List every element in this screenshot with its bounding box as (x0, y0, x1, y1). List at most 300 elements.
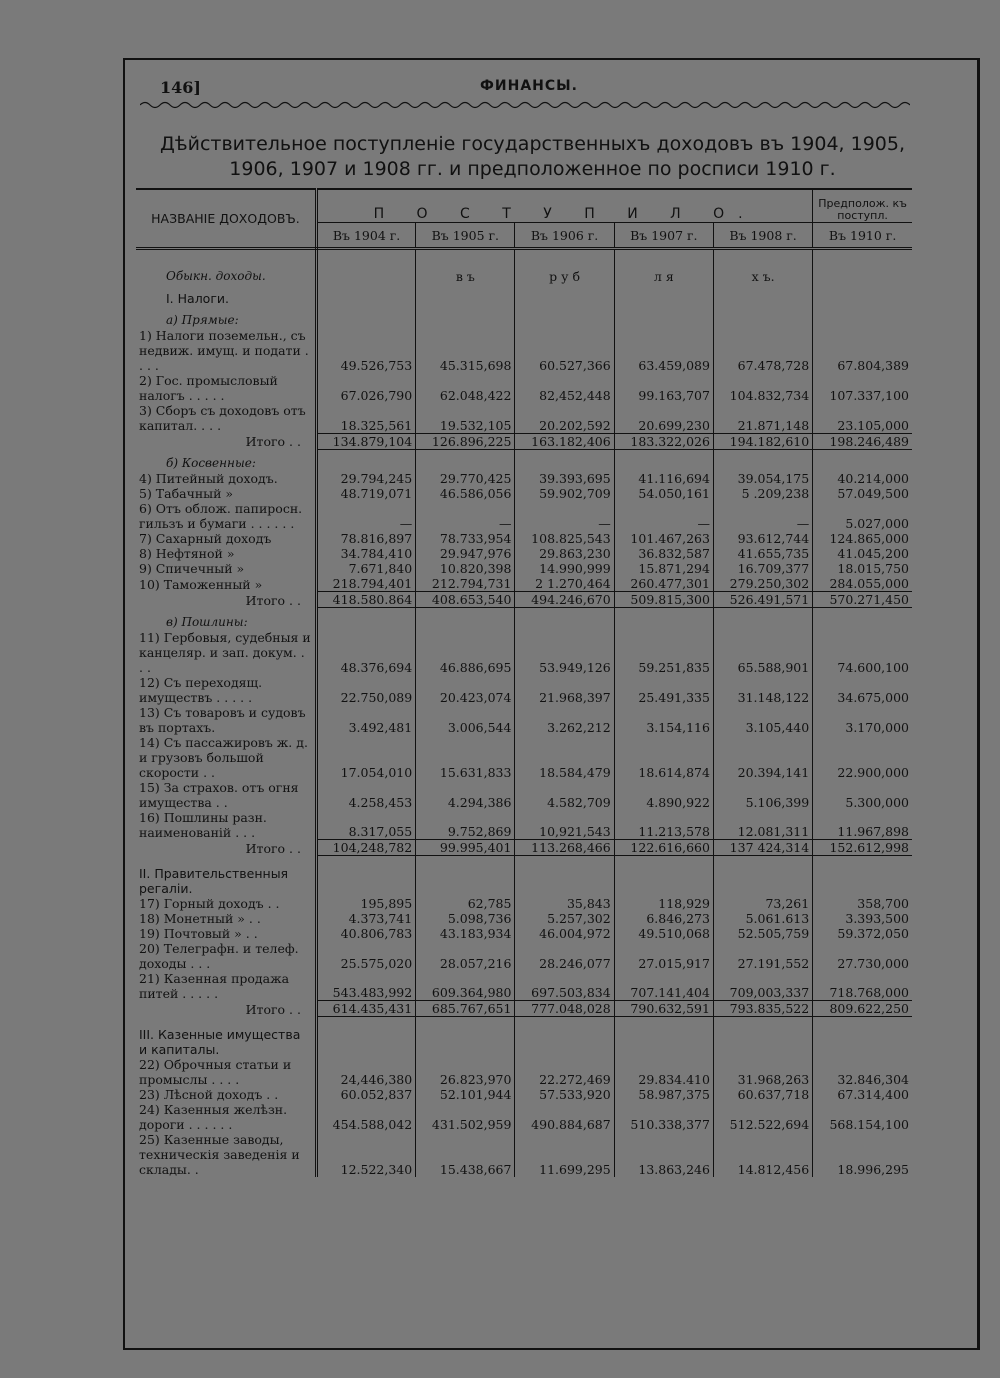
value-cell: 39.393,695 (515, 471, 614, 486)
value-cell: 17.054,010 (316, 735, 415, 780)
table-row (136, 1057, 912, 1087)
value-cell: 26.823,970 (416, 1057, 515, 1087)
value-cell: 431.502,959 (416, 1102, 515, 1132)
value-cell: 777.048,028 (515, 1001, 614, 1017)
value-cell: 5.106,399 (713, 780, 812, 810)
revenue-table (136, 188, 912, 1177)
value-cell: 260.477,301 (614, 576, 713, 592)
value-cell: 40.806,783 (316, 926, 415, 941)
value-cell: 24,446,380 (316, 1057, 415, 1087)
value-cell: 358,700 (813, 896, 912, 911)
value-cell: 46.886,695 (416, 630, 515, 675)
value-cell: 126.896,225 (416, 433, 515, 449)
value-cell: 183.322,026 (614, 433, 713, 449)
value-cell: 43.183,934 (416, 926, 515, 941)
value-cell: 67.026,790 (316, 373, 415, 403)
value-cell: 20.394,141 (713, 735, 812, 780)
value-cell: 526.491,571 (713, 592, 812, 608)
value-cell: 18.614,874 (614, 735, 713, 780)
value-cell: 108.825,543 (515, 531, 614, 546)
value-cell: 490.884,687 (515, 1102, 614, 1132)
value-cell: 29.794,245 (316, 471, 415, 486)
value-cell: 48.376,694 (316, 630, 415, 675)
row-label: 6) Отъ облож. папиросн. гильзъ и бумаги . . . . . . (136, 501, 316, 531)
value-cell: 99.163,707 (614, 373, 713, 403)
value-cell: 510.338,377 (614, 1102, 713, 1132)
value-cell: 39.054,175 (713, 471, 812, 486)
value-cell: 5.300,000 (813, 780, 912, 810)
row-label: 15) За страхов. отъ огня имущества . . (136, 780, 316, 810)
value-cell: 543.483,992 (316, 971, 415, 1001)
subtotal-row (136, 840, 912, 856)
value-cell: — (316, 501, 415, 531)
value-cell: 6.846,273 (614, 911, 713, 926)
value-cell: 194.182,610 (713, 433, 812, 449)
value-cell: 124.865,000 (813, 531, 912, 546)
value-cell: 8.317,055 (316, 810, 415, 840)
row-label: 8) Нефтяной » (136, 546, 316, 561)
value-cell: 34.675,000 (813, 675, 912, 705)
unit-cell (614, 284, 713, 306)
table-row (136, 1132, 912, 1177)
table-row (136, 810, 912, 840)
value-cell: 63.459,089 (614, 328, 713, 373)
value-cell: 59.902,709 (515, 486, 614, 501)
unit-cell (416, 449, 515, 471)
value-cell: 52.101,944 (416, 1087, 515, 1102)
subtotal-label: Итого . . (136, 1001, 316, 1017)
value-cell: 27.191,552 (713, 941, 812, 971)
value-cell: 14.990,999 (515, 561, 614, 576)
value-cell: 494.246,670 (515, 592, 614, 608)
value-cell: 57.049,500 (813, 486, 912, 501)
value-cell: 5.257,302 (515, 911, 614, 926)
unit-cell (416, 608, 515, 630)
value-cell: 11.967,898 (813, 810, 912, 840)
subtotal-row (136, 592, 912, 608)
value-cell: 793.835,522 (713, 1001, 812, 1017)
value-cell: 60.527,366 (515, 328, 614, 373)
row-label: 14) Съ пассажировъ ж. д. и грузовъ большой скорости . . (136, 735, 316, 780)
unit-cell (713, 856, 812, 896)
table-row (136, 1102, 912, 1132)
section-heading: II. Правительственныя регаліи. (136, 856, 316, 896)
spacer-cell (515, 249, 614, 263)
table-row (136, 546, 912, 561)
value-cell: 34.784,410 (316, 546, 415, 561)
unit-cell (813, 449, 912, 471)
row-label: 24) Казенныя желѣзн. дороги . . . . . . (136, 1102, 316, 1132)
value-cell: 118,929 (614, 896, 713, 911)
value-cell: — (416, 501, 515, 531)
unit-cell (316, 856, 415, 896)
row-label: 3) Сборъ съ доходовъ отъ капитал. . . . (136, 403, 316, 433)
value-cell: 11.213,578 (614, 810, 713, 840)
unit-cell (614, 1017, 713, 1057)
value-cell: 67.478,728 (713, 328, 812, 373)
value-cell: 5.027,000 (813, 501, 912, 531)
row-label: 4) Питейный доходъ. (136, 471, 316, 486)
value-cell: 16.709,377 (713, 561, 812, 576)
value-cell: 93.612,744 (713, 531, 812, 546)
value-cell: 3.154,116 (614, 705, 713, 735)
value-cell: 685.767,651 (416, 1001, 515, 1017)
value-cell: 790.632,591 (614, 1001, 713, 1017)
value-cell: 29.834.410 (614, 1057, 713, 1087)
value-cell: 29.770,425 (416, 471, 515, 486)
section-heading: а) Прямые: (136, 306, 316, 328)
value-cell: 212.794,731 (416, 576, 515, 592)
unit-cell (316, 608, 415, 630)
subtotal-label: Итого . . (136, 433, 316, 449)
value-cell: 18.325,561 (316, 403, 415, 433)
unit-cell (614, 608, 713, 630)
value-cell: 20.423,074 (416, 675, 515, 705)
value-cell: 113.268,466 (515, 840, 614, 856)
table-row (136, 471, 912, 486)
unit-cell (515, 856, 614, 896)
row-label: 23) Лѣсной доходъ . . (136, 1087, 316, 1102)
table-row (136, 531, 912, 546)
value-cell: 41.655,735 (713, 546, 812, 561)
value-cell: 28.246,077 (515, 941, 614, 971)
section-heading: в) Пошлины: (136, 608, 316, 630)
unit-letter: р у б (515, 262, 614, 284)
unit-cell (813, 306, 912, 328)
value-cell: 21.871,148 (713, 403, 812, 433)
row-label: 18) Монетный » . . (136, 911, 316, 926)
value-cell: 2 1.270,464 (515, 576, 614, 592)
section-heading: Обыкн. доходы. (136, 262, 316, 284)
value-cell: 279.250,302 (713, 576, 812, 592)
row-label: 22) Оброчныя статьи и промыслы . . . . (136, 1057, 316, 1087)
table-row (136, 576, 912, 592)
table-row (136, 328, 912, 373)
value-cell: 18.584,479 (515, 735, 614, 780)
page-number: 146] (160, 78, 201, 97)
value-cell: 104.832,734 (713, 373, 812, 403)
value-cell: 40.214,000 (813, 471, 912, 486)
table-body (136, 249, 912, 1177)
value-cell: 3.006,544 (416, 705, 515, 735)
value-cell: 454.588,042 (316, 1102, 415, 1132)
unit-cell (813, 856, 912, 896)
table-row (136, 735, 912, 780)
value-cell: 29.947,976 (416, 546, 515, 561)
value-cell: 60.637,718 (713, 1087, 812, 1102)
subtotal-row (136, 1001, 912, 1017)
table-row (136, 780, 912, 810)
value-cell: 22.900,000 (813, 735, 912, 780)
value-cell: 3.393,500 (813, 911, 912, 926)
value-cell: 198.246,489 (813, 433, 912, 449)
value-cell: 5.098,736 (416, 911, 515, 926)
value-cell: 101.467,263 (614, 531, 713, 546)
value-cell: 512.522,694 (713, 1102, 812, 1132)
unit-cell (416, 284, 515, 306)
table-row (136, 486, 912, 501)
table-row (136, 675, 912, 705)
value-cell: 7.671,840 (316, 561, 415, 576)
value-cell: 104,248,782 (316, 840, 415, 856)
value-cell: 4.294,386 (416, 780, 515, 810)
value-cell: 134.879,104 (316, 433, 415, 449)
subtotal-row (136, 433, 912, 449)
col-header-year: Въ 1910 г. (813, 223, 912, 249)
value-cell: 609.364,980 (416, 971, 515, 1001)
value-cell: 54.050,161 (614, 486, 713, 501)
value-cell: 82,452,448 (515, 373, 614, 403)
table-row (136, 896, 912, 911)
value-cell: 10.820,398 (416, 561, 515, 576)
spacer-cell (136, 249, 316, 263)
unit-cell (515, 1017, 614, 1057)
value-cell: 15.871,294 (614, 561, 713, 576)
value-cell: 27.730,000 (813, 941, 912, 971)
value-cell: 718.768,000 (813, 971, 912, 1001)
value-cell: 4.582,709 (515, 780, 614, 810)
unit-cell (813, 262, 912, 284)
unit-cell (813, 284, 912, 306)
unit-cell (316, 284, 415, 306)
value-cell: 18.015,750 (813, 561, 912, 576)
unit-cell (713, 1017, 812, 1057)
value-cell: 65.588,901 (713, 630, 812, 675)
wavy-rule (140, 100, 910, 110)
unit-cell (316, 1017, 415, 1057)
document-title: Дѣйствительное поступленіе государственныхъ доходовъ въ 1904, 1905, 1906, 1907 и 1908 гг. и предположенное по росписи 1910 г. (159, 133, 906, 180)
value-cell: 163.182,406 (515, 433, 614, 449)
value-cell: 41.116,694 (614, 471, 713, 486)
spacer-cell (813, 249, 912, 263)
value-cell: 5 .209,238 (713, 486, 812, 501)
value-cell: — (515, 501, 614, 531)
value-cell: 52.505,759 (713, 926, 812, 941)
value-cell: 137 424,314 (713, 840, 812, 856)
value-cell: 18.996,295 (813, 1132, 912, 1177)
value-cell: 78.816,897 (316, 531, 415, 546)
value-cell: 46.586,056 (416, 486, 515, 501)
value-cell: 12.081,311 (713, 810, 812, 840)
table-row (136, 630, 912, 675)
value-cell: 45.315,698 (416, 328, 515, 373)
value-cell: 13.863,246 (614, 1132, 713, 1177)
value-cell: 41.045,200 (813, 546, 912, 561)
value-cell: 25.575,020 (316, 941, 415, 971)
value-cell: 53.949,126 (515, 630, 614, 675)
value-cell: 3.170,000 (813, 705, 912, 735)
table-row (136, 1087, 912, 1102)
table-row (136, 926, 912, 941)
value-cell: 3.492,481 (316, 705, 415, 735)
table-row (136, 941, 912, 971)
value-cell: 62.048,422 (416, 373, 515, 403)
value-cell: 3.105,440 (713, 705, 812, 735)
unit-cell (416, 306, 515, 328)
unit-cell (515, 608, 614, 630)
unit-letter: л я (614, 262, 713, 284)
unit-cell (713, 306, 812, 328)
value-cell: 195,895 (316, 896, 415, 911)
section-heading: III. Казенные имущества и капиталы. (136, 1017, 316, 1057)
value-cell: 4.890,922 (614, 780, 713, 810)
value-cell: 62,785 (416, 896, 515, 911)
row-label: 5) Табачный » (136, 486, 316, 501)
value-cell: 418.580.864 (316, 592, 415, 608)
row-label: 21) Казенная продажа питей . . . . . (136, 971, 316, 1001)
value-cell: 568.154,100 (813, 1102, 912, 1132)
col-header-year: Въ 1907 г. (614, 223, 713, 249)
table-row (136, 705, 912, 735)
section-heading-row (136, 856, 912, 896)
unit-cell (713, 449, 812, 471)
value-cell: 15.631,833 (416, 735, 515, 780)
unit-cell (614, 856, 713, 896)
value-cell: 73,261 (713, 896, 812, 911)
subtotal-label: Итого . . (136, 592, 316, 608)
unit-cell (316, 449, 415, 471)
value-cell: 57.533,920 (515, 1087, 614, 1102)
table-row (136, 911, 912, 926)
value-cell: 31.968,263 (713, 1057, 812, 1087)
value-cell: 32.846,304 (813, 1057, 912, 1087)
row-label: 13) Съ товаровъ и судовъ въ портахъ. (136, 705, 316, 735)
value-cell: 4.373,741 (316, 911, 415, 926)
value-cell: 59.251,835 (614, 630, 713, 675)
value-cell: 122.616,660 (614, 840, 713, 856)
unit-cell (614, 306, 713, 328)
row-label: 1) Налоги поземельн., съ недвиж. имущ. и подати . . . . (136, 328, 316, 373)
value-cell: 60.052,837 (316, 1087, 415, 1102)
section-heading-row (136, 306, 912, 328)
unit-cell (515, 284, 614, 306)
value-cell: 67.804,389 (813, 328, 912, 373)
value-cell: 509.815,300 (614, 592, 713, 608)
section-heading: I. Налоги. (136, 284, 316, 306)
section-heading: б) Косвенные: (136, 449, 316, 471)
value-cell: 31.148,122 (713, 675, 812, 705)
col-header-year: Въ 1904 г. (316, 223, 415, 249)
unit-cell (713, 284, 812, 306)
table-row (136, 501, 912, 531)
value-cell: 809.622,250 (813, 1001, 912, 1017)
value-cell: 11.699,295 (515, 1132, 614, 1177)
value-cell: 218.794,401 (316, 576, 415, 592)
unit-cell (813, 608, 912, 630)
col-header-group: П О С Т У П И Л О. (316, 189, 812, 223)
value-cell: 49.526,753 (316, 328, 415, 373)
spacer-cell (416, 249, 515, 263)
unit-letter: в ъ (416, 262, 515, 284)
value-cell: 697.503,834 (515, 971, 614, 1001)
row-label: 10) Таможенный » (136, 576, 316, 592)
unit-cell (614, 449, 713, 471)
value-cell: 9.752,869 (416, 810, 515, 840)
value-cell: 12.522,340 (316, 1132, 415, 1177)
section-heading-row (136, 449, 912, 471)
value-cell: 27.015,917 (614, 941, 713, 971)
unit-letter: х ъ. (713, 262, 812, 284)
value-cell: 19.532,105 (416, 403, 515, 433)
col-header-year: Въ 1906 г. (515, 223, 614, 249)
table-row (136, 971, 912, 1001)
spacer-cell (614, 249, 713, 263)
value-cell: 709,003,337 (713, 971, 812, 1001)
section-heading-row (136, 608, 912, 630)
value-cell: 48.719,071 (316, 486, 415, 501)
unit-cell (416, 856, 515, 896)
section-heading-row (136, 284, 912, 306)
value-cell: 707.141,404 (614, 971, 713, 1001)
table-row (136, 403, 912, 433)
value-cell: 5.061.613 (713, 911, 812, 926)
unit-cell (316, 262, 415, 284)
row-label: 25) Казенные заводы, техническія заведенія и склады. . (136, 1132, 316, 1177)
value-cell: 59.372,050 (813, 926, 912, 941)
unit-cell (515, 306, 614, 328)
value-cell: 614.435,431 (316, 1001, 415, 1017)
row-label: 17) Горный доходъ . . (136, 896, 316, 911)
value-cell: 99.995,401 (416, 840, 515, 856)
value-cell: 14.812,456 (713, 1132, 812, 1177)
value-cell: 35,843 (515, 896, 614, 911)
table-row (136, 373, 912, 403)
value-cell: 49.510,068 (614, 926, 713, 941)
value-cell: 74.600,100 (813, 630, 912, 675)
value-cell: — (614, 501, 713, 531)
row-label: 2) Гос. промысловый налогъ . . . . . (136, 373, 316, 403)
unit-cell (515, 449, 614, 471)
unit-cell (416, 1017, 515, 1057)
unit-cell (713, 608, 812, 630)
value-cell: 20.202,592 (515, 403, 614, 433)
value-cell: 107.337,100 (813, 373, 912, 403)
value-cell: 25.491,335 (614, 675, 713, 705)
col-header-year: Въ 1905 г. (416, 223, 515, 249)
section-heading-row (136, 1017, 912, 1057)
spacer-row (136, 249, 912, 263)
value-cell: 28.057,216 (416, 941, 515, 971)
section-title: ФИНАНСЫ. (480, 78, 578, 94)
unit-cell (813, 1017, 912, 1057)
row-label: 7) Сахарный доходъ (136, 531, 316, 546)
value-cell: 4.258,453 (316, 780, 415, 810)
value-cell: 408.653,540 (416, 592, 515, 608)
value-cell: 570.271,450 (813, 592, 912, 608)
spacer-cell (316, 249, 415, 263)
row-label: 20) Телеграфн. и телеф. доходы . . . (136, 941, 316, 971)
value-cell: — (713, 501, 812, 531)
value-cell: 284.055,000 (813, 576, 912, 592)
value-cell: 23.105,000 (813, 403, 912, 433)
value-cell: 36.832,587 (614, 546, 713, 561)
col-header-pred: Предполож. къ поступл. (813, 189, 912, 223)
value-cell: 152.612,998 (813, 840, 912, 856)
row-label: 9) Спичечный » (136, 561, 316, 576)
row-label: 16) Пошлины разн. наименованій . . . (136, 810, 316, 840)
value-cell: 22.272,469 (515, 1057, 614, 1087)
value-cell: 46.004,972 (515, 926, 614, 941)
row-label: 12) Съ переходящ. имуществъ . . . . . (136, 675, 316, 705)
section-heading-row (136, 262, 912, 284)
value-cell: 22.750,089 (316, 675, 415, 705)
unit-cell (316, 306, 415, 328)
value-cell: 21.968,397 (515, 675, 614, 705)
value-cell: 20.699,230 (614, 403, 713, 433)
value-cell: 58.987,375 (614, 1087, 713, 1102)
col-header-year: Въ 1908 г. (713, 223, 812, 249)
row-label: 11) Гербовыя, судебныя и канцеляр. и зап. докум. . . . (136, 630, 316, 675)
